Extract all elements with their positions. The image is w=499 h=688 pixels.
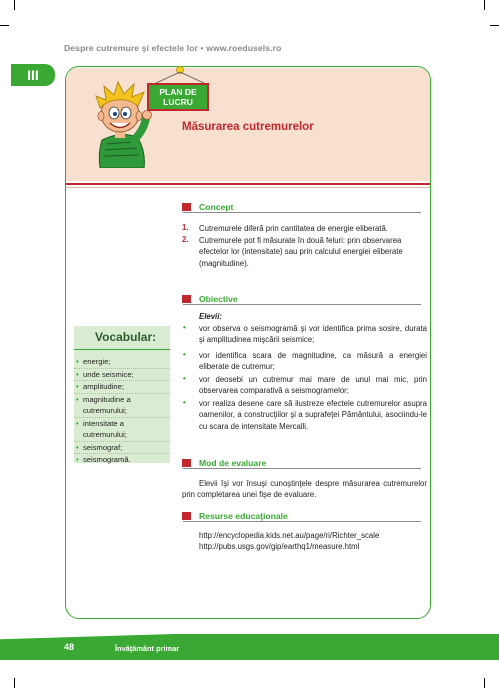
objective-item: vor identifica scara de magnitudine, ca măsură a energiei eliberate de cutremur; — [199, 351, 427, 372]
footer-label: Învăţământ primar — [115, 644, 180, 653]
vocabulary-term: cutremurului; — [83, 430, 127, 439]
list-item — [74, 429, 170, 442]
red-square-icon — [182, 203, 191, 211]
crop-mark — [14, 0, 15, 10]
heading-rule — [183, 521, 421, 522]
crop-mark — [484, 0, 485, 10]
heading-rule — [183, 212, 421, 213]
concept-item: Cutremurele diferă prin cantitatea de energie eliberată. — [199, 224, 388, 233]
vocabulary-term: seismogramă. — [83, 455, 131, 464]
objective-item: vor observa o seismogramă şi vor identifica prima sosire, durata şi amplitudinea mişcării seismice; — [199, 324, 427, 345]
vocabulary-term: cutremurului; — [83, 406, 127, 415]
list-item: • magnitudine a — [76, 394, 131, 404]
vocabulary-title: Vocabular: — [95, 330, 157, 344]
list-item: • amplitudine; — [74, 381, 170, 394]
header-divider-thin — [66, 187, 430, 188]
red-square-icon — [182, 295, 191, 303]
vocabulary-title-rule — [74, 349, 170, 350]
red-square-icon — [182, 512, 191, 520]
resource-link[interactable]: http://encyclopedia.kids.net.au/page/ri/Richter_scale — [199, 531, 380, 540]
resurse-heading — [182, 511, 288, 521]
list-item — [74, 405, 170, 418]
concept-number: 1. — [182, 223, 189, 232]
vocabulary-term: seismograf; — [83, 442, 123, 452]
bullet-icon: • — [183, 374, 186, 383]
evaluare-text: Elevii îşi vor însuşi cunoştinţele despre măsurarea cutremurelor prin completarea unei fişe de evaluare. — [182, 479, 427, 500]
plan-label-line1: PLAN DE — [159, 87, 197, 97]
bullet-icon: • — [183, 323, 186, 332]
vocabulary-term: intensitate a — [83, 418, 124, 428]
page-number: 48 — [64, 642, 75, 652]
running-head: Despre cutremure şi efectele lor • www.roedusels.ro — [64, 43, 282, 53]
crop-mark — [14, 678, 15, 688]
lesson-title: Măsurarea cutremurelor — [182, 121, 314, 133]
objective-item: vor deosebi un cutremur mai mare de unul mai mic, prin observarea comparativă a seismogramelor; — [199, 375, 427, 396]
concept-heading — [182, 202, 233, 212]
objective-intro: Elevii: — [199, 312, 222, 321]
vocabulary-term: energie; — [83, 357, 111, 366]
concept-item: Cutremurele pot fi măsurate în două feluri: prin observarea efectelor lor (intensitate) sau prin calculul energiei eliberate (magnitudine). — [199, 236, 403, 268]
evaluare-heading — [182, 458, 266, 468]
concept-heading-text: Concept — [199, 202, 234, 212]
plan-label-line2: LUCRU — [163, 97, 193, 107]
crop-mark — [0, 25, 9, 26]
list-item: • energie; — [74, 356, 170, 369]
evaluare-heading-text: Mod de evaluare — [199, 458, 267, 468]
heading-rule — [183, 468, 421, 469]
vocabulary-sidebar — [74, 326, 170, 463]
section-tab: III — [11, 64, 55, 86]
objective-item: vor realiza desene care să ilustreze efectele cutremurelor asupra oamenilor, a construcţiilor şi a suprafeţei Pământului, asociindu-le cu scara de intensitate Mercalli. — [199, 399, 427, 431]
list-item: • seismogramă. — [76, 455, 131, 464]
plan-de-lucru-sign — [147, 83, 209, 111]
heading-rule — [183, 304, 421, 305]
vocabulary-term: amplitudine; — [83, 382, 124, 391]
list-item: • intensitate a — [76, 418, 124, 428]
list-item: • seismograf; — [74, 442, 170, 455]
crop-mark — [484, 678, 485, 688]
vocabulary-term: magnitudine a — [83, 394, 131, 404]
objective-heading — [182, 294, 238, 304]
resource-link[interactable]: http://pubs.usgs.gov/gip/earthq1/measure.html — [199, 542, 360, 551]
concept-number: 2. — [182, 235, 189, 244]
vocabulary-term: unde seismice; — [83, 369, 134, 379]
crop-mark — [490, 25, 499, 26]
footer-band — [0, 634, 499, 660]
red-square-icon — [182, 459, 191, 467]
resurse-heading-text: Resurse educaţionale — [199, 511, 288, 521]
vocabulary-list — [74, 356, 170, 466]
bullet-icon: • — [183, 398, 186, 407]
list-item: • unde seismice; — [74, 369, 170, 382]
bullet-icon: • — [183, 350, 186, 359]
objective-heading-text: Obiective — [199, 294, 238, 304]
header-divider — [66, 183, 430, 185]
